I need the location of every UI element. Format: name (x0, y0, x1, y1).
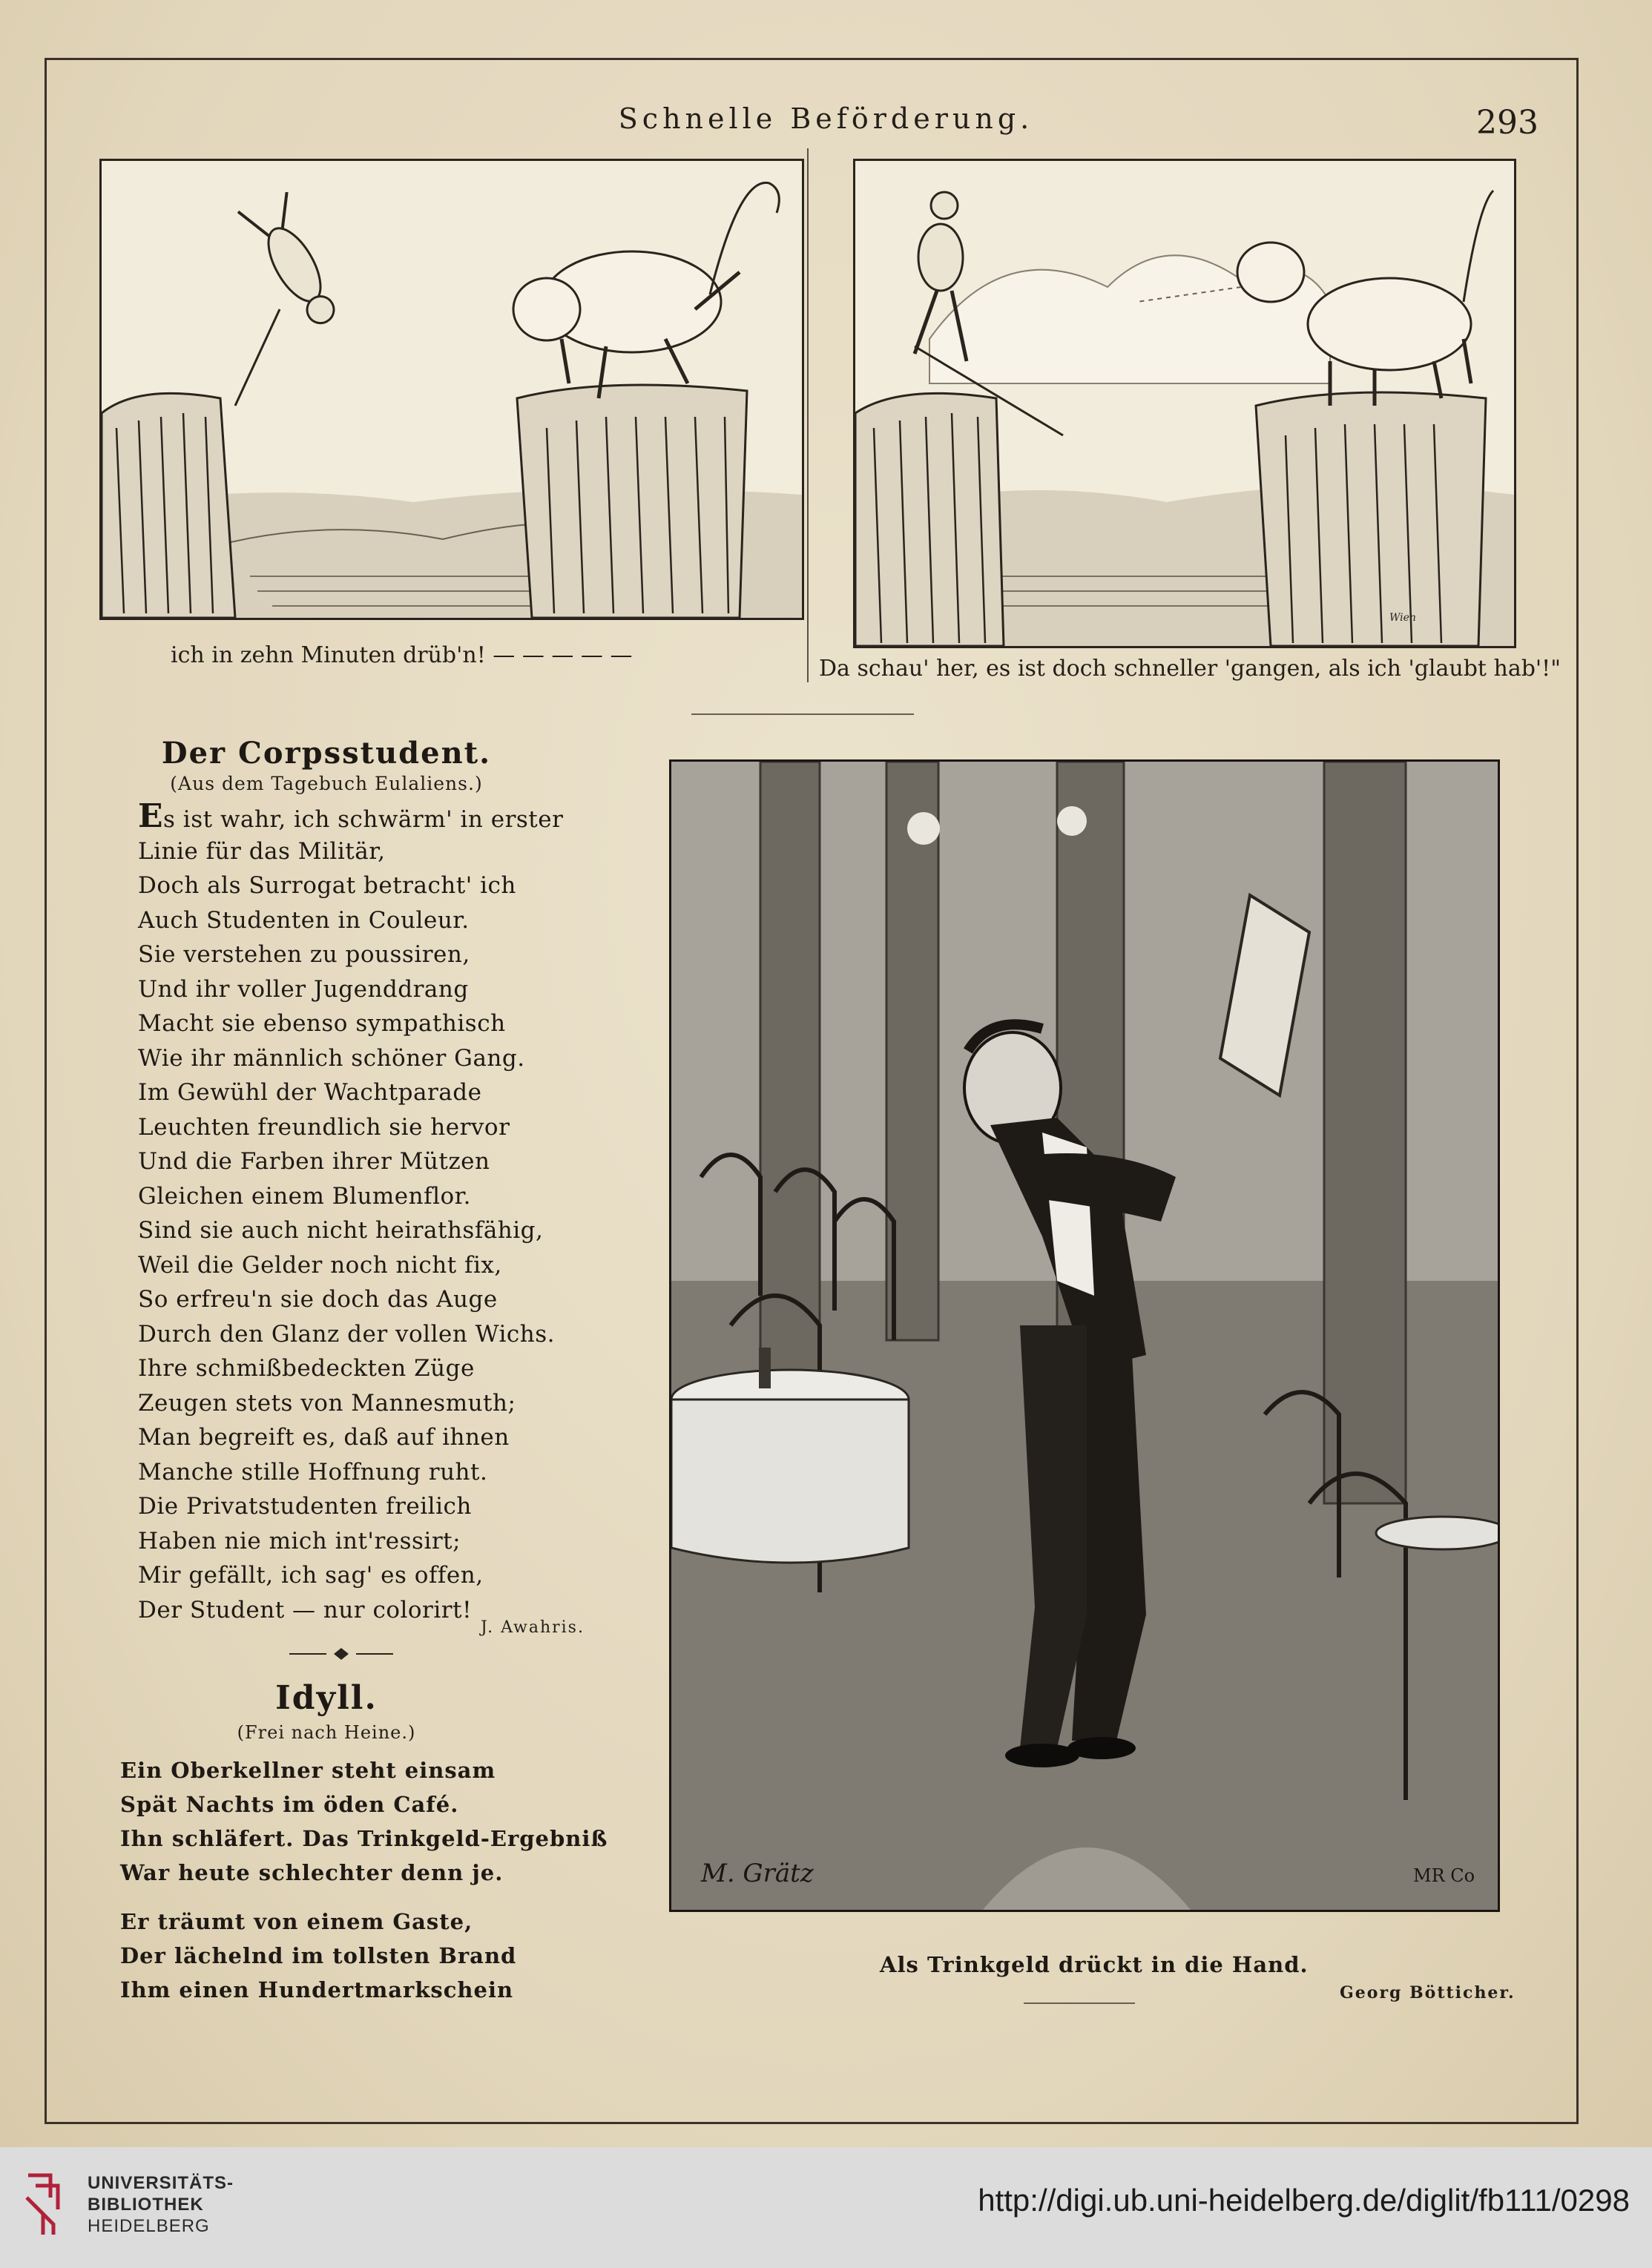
cartoon-panel-left (99, 159, 804, 620)
cartoon-signature: Wien (1389, 612, 1416, 624)
page-number: 293 (1476, 104, 1539, 142)
poem-line: Manche stille Hoffnung ruht. (138, 1458, 488, 1486)
library-line-1: UNIVERSITÄTS- (88, 2173, 234, 2193)
illustration-signature-right: MR Co (1413, 1865, 1475, 1886)
poem-line: Sie verstehen zu poussiren, (138, 941, 470, 968)
cartoon-right-drawing (855, 161, 1514, 646)
library-name (88, 2172, 234, 2237)
poem-line: Leuchten freundlich sie hervor (138, 1113, 510, 1141)
poem-body (138, 797, 564, 1627)
poem-line: Sind sie auch nicht heirathsfähig, (138, 1217, 544, 1244)
poem-line: So erfreu'n sie doch das Auge (138, 1286, 498, 1313)
idyll-line: Der lächelnd im tollsten Brand (120, 1943, 517, 1968)
library-line-2: BIBLIOTHEK (88, 2195, 204, 2215)
poem-title: Der Corpsstudent. (161, 736, 492, 771)
poem-line: Linie für das Militär, (138, 837, 386, 865)
closing-rule (1024, 2002, 1135, 2004)
idyll-subtitle: (Frei nach Heine.) (237, 1722, 416, 1743)
poem-line: Weil die Gelder noch nicht fix, (138, 1251, 502, 1279)
poem-line: Gleichen einem Blumenflor. (138, 1182, 471, 1210)
idyll-last-line: Als Trinkgeld drückt in die Hand. (880, 1952, 1309, 1977)
idyll-line: Ein Oberkellner steht einsam (120, 1758, 496, 1783)
waiter-illustration (669, 759, 1500, 1912)
poem-line: Mir gefällt, ich sag' es offen, (138, 1562, 484, 1589)
digitization-footer (0, 2147, 1652, 2268)
idyll-line: War heute schlechter denn je. (120, 1860, 504, 1885)
poem-line: Doch als Surrogat betracht' ich (138, 872, 516, 899)
cartoon-caption-right: Da schau' her, es ist doch schneller 'gangen, als ich 'glaubt hab'!" (819, 656, 1561, 682)
idyll-line: Er träumt von einem Gaste, (120, 1909, 473, 1934)
poem-line: Haben nie mich int'ressirt; (138, 1527, 461, 1555)
library-line-3: HEIDELBERG (88, 2216, 210, 2236)
idyll-body (120, 1753, 654, 2007)
poem-line: Auch Studenten in Couleur. (138, 906, 470, 934)
idyll-line: Ihm einen Hundertmarkschein (120, 1977, 514, 2002)
running-title: Schnelle Beförderung. (618, 102, 1034, 135)
poem-line: Durch den Glanz der vollen Wichs. (138, 1320, 555, 1348)
waiter-illustration-drawing (671, 762, 1498, 1910)
poem-line: Zeugen stets von Mannesmuth; (138, 1389, 516, 1417)
idyll-line: Spät Nachts im öden Café. (120, 1792, 459, 1817)
poem-subtitle: (Aus dem Tagebuch Eulaliens.) (170, 773, 483, 794)
poem-line: Und ihr voller Jugenddrang (138, 975, 469, 1003)
poem-line: Im Gewühl der Wachtparade (138, 1079, 482, 1106)
poem-author: J. Awahris. (481, 1618, 585, 1637)
idyll-title: Idyll. (275, 1679, 378, 1717)
idyll-author: Georg Bötticher. (1340, 1983, 1516, 2002)
poem-line: Wie ihr männlich schöner Gang. (138, 1044, 525, 1072)
poem-line: Und die Farben ihrer Mützen (138, 1148, 490, 1175)
poem-line: Ihre schmißbedeckten Züge (138, 1355, 475, 1382)
illustration-signature-left: M. Grätz (701, 1859, 814, 1888)
library-logo-icon (21, 2168, 71, 2238)
source-url[interactable]: http://digi.ub.uni-heidelberg.de/diglit/fb111/0298 (978, 2183, 1630, 2218)
idyll-line: Ihn schläfert. Das Trinkgeld-Ergebniß (120, 1826, 608, 1851)
ornament-divider (289, 1645, 393, 1663)
cartoon-caption-left: ich in zehn Minuten drüb'n! — — — — — (171, 642, 633, 668)
cartoon-panel-right (853, 159, 1516, 648)
section-rule (691, 713, 914, 715)
poem-line: Macht sie ebenso sympathisch (138, 1010, 506, 1037)
poem-line: Es ist wahr, ich schwärm' in erster (138, 797, 564, 835)
cartoon-left-drawing (102, 161, 802, 618)
poem-line: Man begreift es, daß auf ihnen (138, 1424, 510, 1451)
poem-line: Der Student — nur colorirt! (138, 1596, 473, 1623)
poem-line: Die Privatstudenten freilich (138, 1493, 472, 1520)
panel-divider (807, 148, 809, 682)
